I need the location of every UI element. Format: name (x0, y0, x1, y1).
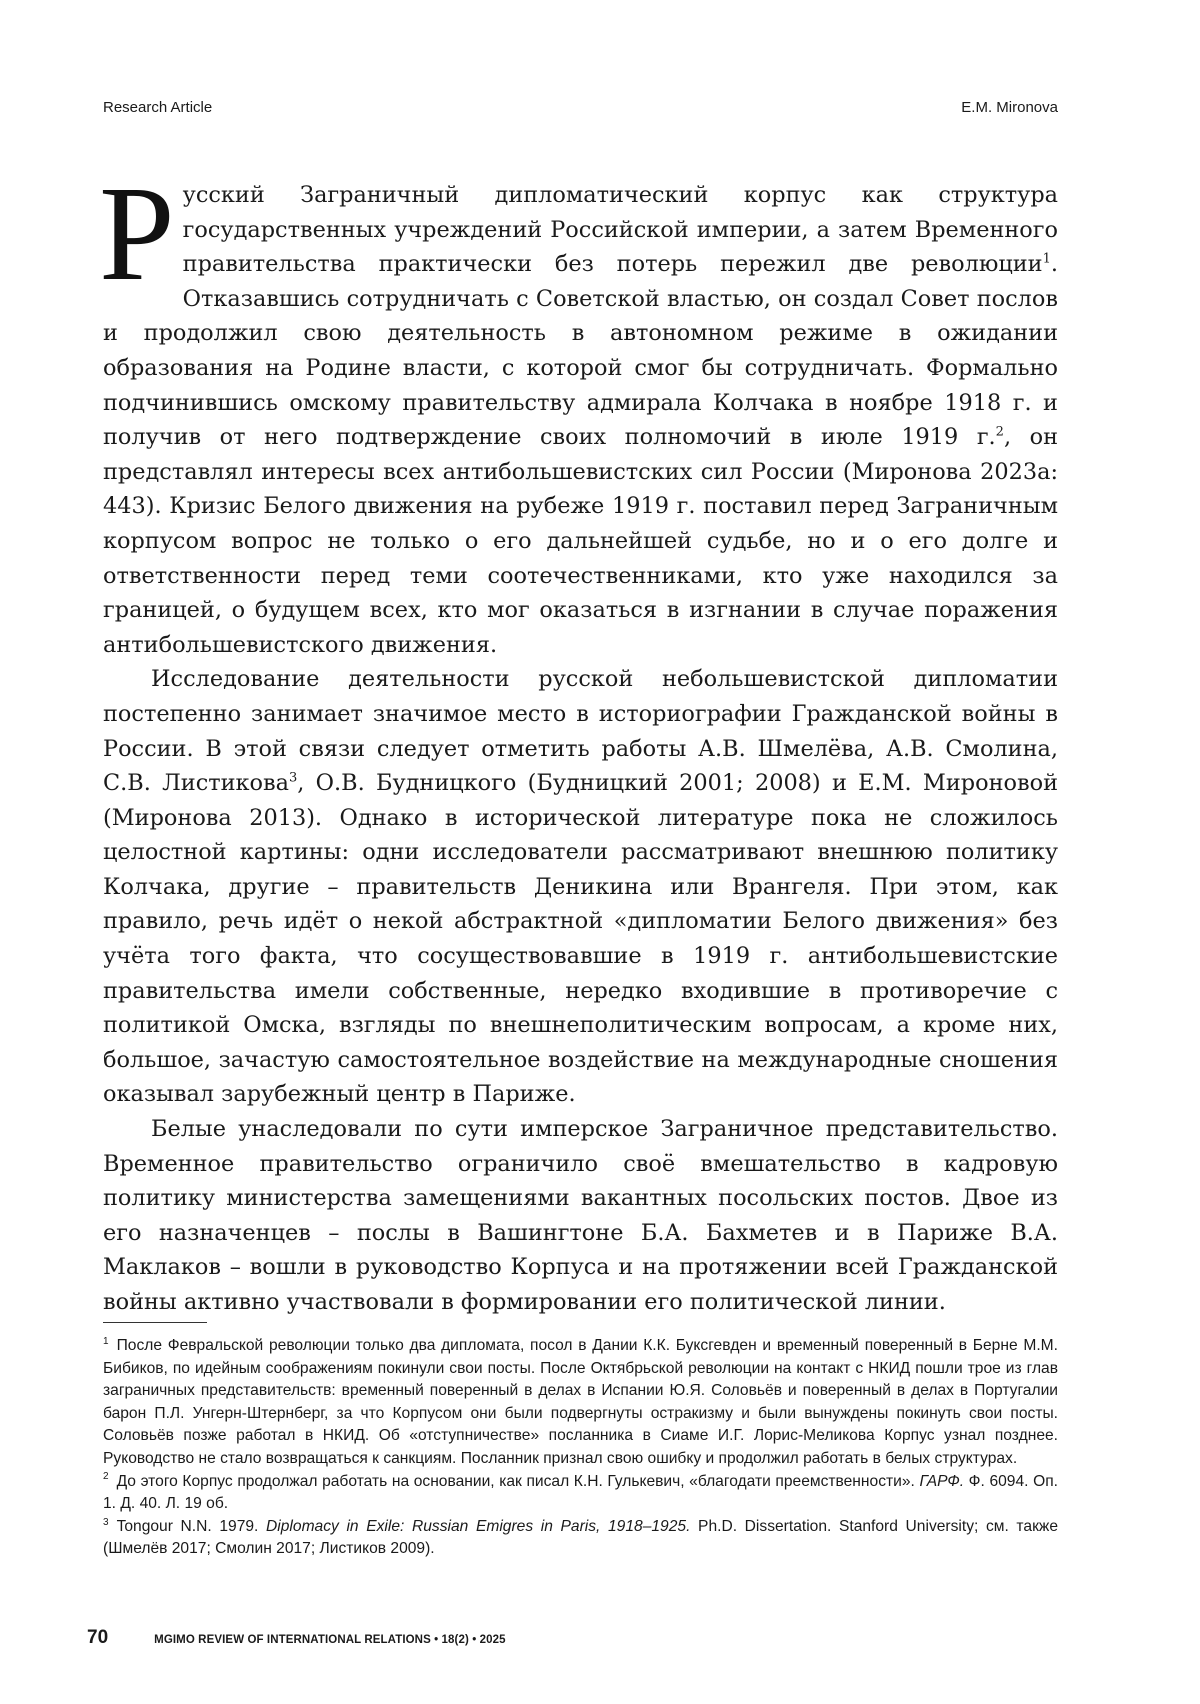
paragraph-1-text-b: . Отказавшись сотрудничать с Советской властью, он создал Совет послов и продолжил свою деятельность в автономном режиме в ожидании образования на Родине власти, с которой смог бы сотрудничать. Формально подчинившись омскому правительству адмирала Колчака в ноябре 1918 г. и получив от него подтверждение своих полномочий в июле 1919 г. (103, 251, 1058, 451)
paragraph-2-text-b: , О.В. Будницкого (Будницкий 2001; 2008) и Е.М. Мироновой (Миронова 2013). Однако в исторической литературе пока не сложилось целостной картины: одни исследователи рассматривают внешнюю политику Колчака, другие – правительств Деникина или Врангеля. При этом, как правило, речь идёт о некой абстрактной «дипломатии Белого движения» без учёта того факта, что сосуществовавшие в 1919 г. антибольшевистские правительства имели собственные, нередко входившие в противоречие с политикой Омска, взгляды по внешнеполитическим вопросам, а кроме них, большое, зачастую самостоятельное воздействие на международные сношения оказывал зарубежный центр в Париже. (103, 770, 1059, 1108)
footnotes (103, 1335, 1058, 1561)
footnote-number: 2 (103, 1471, 109, 1483)
footnote-1 (103, 1335, 1058, 1471)
running-head (103, 99, 1058, 116)
footnote-ref-3[interactable]: 3 (289, 770, 298, 786)
footnote-ref-1[interactable]: 1 (1042, 251, 1051, 267)
footnote-3 (103, 1516, 1058, 1561)
cited-title: Diplomacy in Exile: Russian Emigres in Paris, 1918–1925. (266, 1517, 691, 1535)
footnote-text-b: Ph.D. Dissertation. Stanford University; см. также (Шмелёв 2017; Смолин 2017; Листиков 2009). (103, 1517, 1058, 1558)
drop-cap: Р (99, 159, 175, 309)
footnote-divider (103, 1322, 207, 1323)
paragraph-3: Белые унаследовали по сути имперское Заграничное представительство. Временное правительство ограничило своё вмешательство в кадровую политику министерства замещениями вакантных посольских постов. Двое из его назначенцев – послы в Вашингтоне Б.А. Бахметев и в Париже В.А. Маклаков – вошли в руководство Корпуса и на протяжении всей Гражданской войны активно участвовали в формировании его политической линии. (103, 1116, 1058, 1315)
page-footer (87, 1627, 506, 1649)
footnote-ref-2[interactable]: 2 (995, 424, 1004, 440)
section-label: Research Article (103, 99, 213, 116)
paragraph-2-text-a: Исследование деятельности русской небольшевистской дипломатии постепенно занимает значимое место в историографии Гражданской войны в России. В этой связи следует отметить работы А.В. Шмелёва, А.В. Смолина, С.В. Листикова (103, 666, 1058, 797)
journal-title: MGIMO REVIEW OF INTERNATIONAL RELATIONS • 18(2) • 2025 (154, 1634, 506, 1646)
page-number: 70 (87, 1627, 109, 1648)
footnote-text: После Февральской революции только два дипломата, посол в Дании К.К. Буксгевден и временный поверенный в Берне М.М. Бибиков, по идейным соображениям покинули свои посты. После Октябрьской революции на контакт с НКИД пошли трое из глав заграничных представительств: временный поверенный в делах в Испании Ю.Я. Соловьёв и поверенный в делах в Португалии барон П.Л. Унгерн-Штернберг, за что Корпусом они были подвергнуты остракизму и были вынуждены покинуть свои посты. Соловьёв позже работал в НКИД. Об «отступничестве» посланника в Сиаме И.Г. Лорис-Меликова Корпус узнал позднее. Руководство не стало возвращаться к санкциям. Посланник признал свою ошибку и продолжил работать в белых структурах. (103, 1337, 1058, 1467)
archive-name: ГАРФ. (919, 1472, 965, 1490)
paragraph-2 (103, 662, 1058, 1112)
paragraph-1-text-c: , он представлял интересы всех антибольшевистских сил России (Миронова 2023а: 443). Кризис Белого движения на рубеже 1919 г. поставил перед Заграничным корпусом вопрос не только о его дальнейшей судьбе, но и о его долге и ответственности перед теми соотечественниками, кто уже находился за границей, о будущем всех, кто мог оказаться в изгнании в случае поражения антибольшевистского движения. (103, 424, 1058, 658)
article-body (99, 159, 1059, 1320)
paragraph-1-text-a: усский Заграничный дипломатический корпус как структура государственных учреждений Российской империи, а затем Временного правительства практически без потерь пережил две революции (182, 182, 1058, 278)
archive-reference: Ф. 6094. Оп. 1. Д. 40. Л. 19 об. (103, 1472, 1058, 1513)
footnote-2 (103, 1471, 1058, 1516)
footnote-number: 3 (103, 1516, 109, 1528)
author-name: E.M. Mironova (961, 99, 1058, 116)
footnote-text: До этого Корпус продолжал работать на основании, как писал К.Н. Гулькевич, «благодати преемственности». (116, 1472, 915, 1490)
paragraph-1 (99, 159, 1058, 662)
footnote-text: Tongour N.N. 1979. (116, 1517, 259, 1535)
footnote-number: 1 (103, 1335, 109, 1347)
